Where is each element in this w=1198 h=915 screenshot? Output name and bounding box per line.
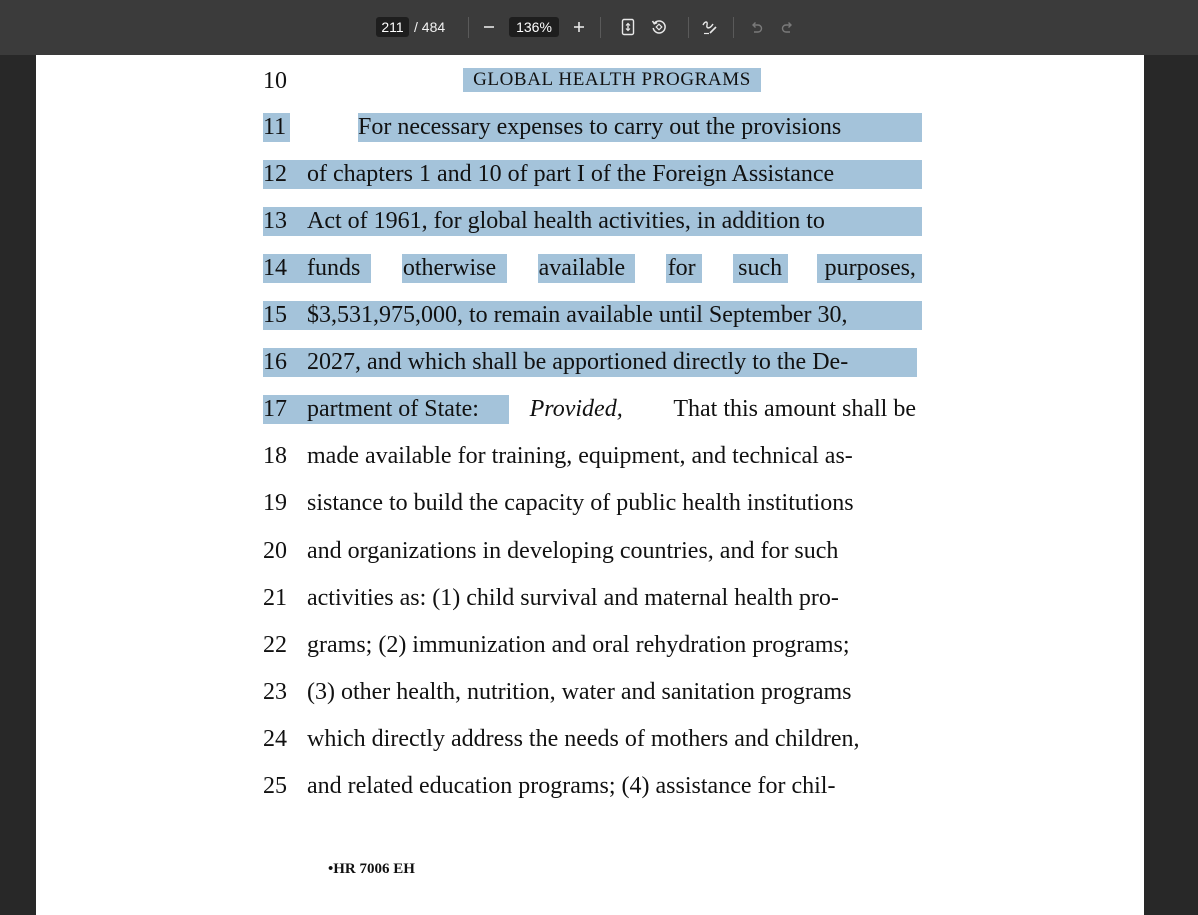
text-line bbox=[36, 725, 1144, 772]
page-number-input[interactable] bbox=[376, 17, 409, 37]
undo-button[interactable] bbox=[744, 15, 768, 39]
paragraph-line: of chapters 1 and 10 of part I of the Foreign Assistance bbox=[307, 161, 835, 187]
text-line bbox=[36, 348, 1144, 395]
zoom-out-button[interactable] bbox=[477, 15, 501, 39]
line-number: 18 bbox=[263, 443, 287, 469]
draw-button[interactable] bbox=[698, 15, 722, 39]
proviso-text: Provided, bbox=[529, 396, 623, 422]
paragraph-line: 2027, and which shall be apportioned directly to the De- bbox=[307, 349, 849, 375]
word: for bbox=[667, 255, 696, 281]
toolbar-divider bbox=[600, 17, 601, 38]
line-number: 13 bbox=[263, 207, 290, 236]
fit-page-button[interactable] bbox=[616, 15, 640, 39]
toolbar-divider bbox=[468, 17, 469, 38]
word: otherwise bbox=[402, 255, 497, 281]
word: funds bbox=[307, 255, 361, 281]
text-line bbox=[36, 395, 1144, 442]
paragraph-text: That this amount shall be bbox=[673, 396, 916, 422]
pdf-toolbar bbox=[0, 0, 1198, 55]
redo-button[interactable] bbox=[776, 15, 800, 39]
paragraph-line bbox=[307, 254, 916, 283]
selected-text: partment of State: bbox=[307, 396, 479, 422]
word: such bbox=[738, 255, 783, 281]
line-number: 15 bbox=[263, 301, 290, 330]
word: available bbox=[538, 255, 626, 281]
pdf-page bbox=[36, 55, 1144, 915]
text-line bbox=[36, 113, 1144, 160]
text-line bbox=[36, 67, 1144, 114]
redo-icon bbox=[780, 19, 796, 35]
line-number: 20 bbox=[263, 538, 287, 564]
document-footer: •HR 7006 EH bbox=[328, 861, 415, 877]
document-viewer[interactable] bbox=[0, 55, 1198, 915]
line-number: 11 bbox=[263, 113, 290, 142]
line-number: 19 bbox=[263, 490, 287, 516]
fit-page-icon bbox=[620, 18, 636, 36]
text-line bbox=[36, 631, 1144, 678]
text-line bbox=[36, 160, 1144, 207]
paragraph-line bbox=[307, 395, 916, 424]
paragraph-line: activities as: (1) child survival and maternal health pro- bbox=[307, 585, 839, 611]
paragraph-line: and organizations in developing countries, and for such bbox=[307, 538, 839, 564]
paragraph-line: (3) other health, nutrition, water and sanitation programs bbox=[307, 679, 852, 705]
line-number: 14 bbox=[263, 254, 290, 283]
paragraph-line: $3,531,975,000, to remain available until September 30, bbox=[307, 302, 848, 328]
zoom-in-button[interactable] bbox=[567, 15, 591, 39]
text-line bbox=[36, 537, 1144, 584]
line-number: 23 bbox=[263, 679, 287, 705]
undo-icon bbox=[748, 19, 764, 35]
line-number: 16 bbox=[263, 348, 290, 377]
minus-icon bbox=[482, 20, 496, 34]
text-line bbox=[36, 678, 1144, 725]
text-line bbox=[36, 489, 1144, 536]
toolbar-divider bbox=[733, 17, 734, 38]
paragraph-line: For necessary expenses to carry out the provisions bbox=[358, 114, 842, 140]
text-line bbox=[36, 772, 1144, 819]
zoom-level-input[interactable] bbox=[509, 17, 559, 37]
draw-icon bbox=[701, 18, 719, 36]
plus-icon bbox=[572, 20, 586, 34]
rotate-button[interactable] bbox=[647, 15, 671, 39]
paragraph-line: sistance to build the capacity of public health institutions bbox=[307, 490, 854, 516]
paragraph-line: grams; (2) immunization and oral rehydration programs; bbox=[307, 632, 850, 658]
text-line bbox=[36, 254, 1144, 301]
line-number: 21 bbox=[263, 585, 287, 611]
text-line bbox=[36, 584, 1144, 631]
line-number: 22 bbox=[263, 632, 287, 658]
line-number: 12 bbox=[263, 160, 290, 189]
toolbar-divider bbox=[688, 17, 689, 38]
line-number: 10 bbox=[263, 68, 287, 94]
section-heading: GLOBAL HEALTH PROGRAMS bbox=[463, 68, 761, 92]
text-line bbox=[36, 207, 1144, 254]
text-line bbox=[36, 442, 1144, 489]
rotate-icon bbox=[650, 18, 668, 36]
line-number: 17 bbox=[263, 395, 290, 424]
text-line bbox=[36, 301, 1144, 348]
paragraph-line: which directly address the needs of mothers and children, bbox=[307, 726, 860, 752]
line-number: 24 bbox=[263, 726, 287, 752]
paragraph-line: made available for training, equipment, and technical as- bbox=[307, 443, 853, 469]
paragraph-line: Act of 1961, for global health activities, in addition to bbox=[307, 208, 825, 234]
word: purposes, bbox=[824, 255, 916, 281]
paragraph-line: and related education programs; (4) assistance for chil- bbox=[307, 773, 836, 799]
line-number: 25 bbox=[263, 773, 287, 799]
page-total: / 484 bbox=[414, 19, 446, 35]
